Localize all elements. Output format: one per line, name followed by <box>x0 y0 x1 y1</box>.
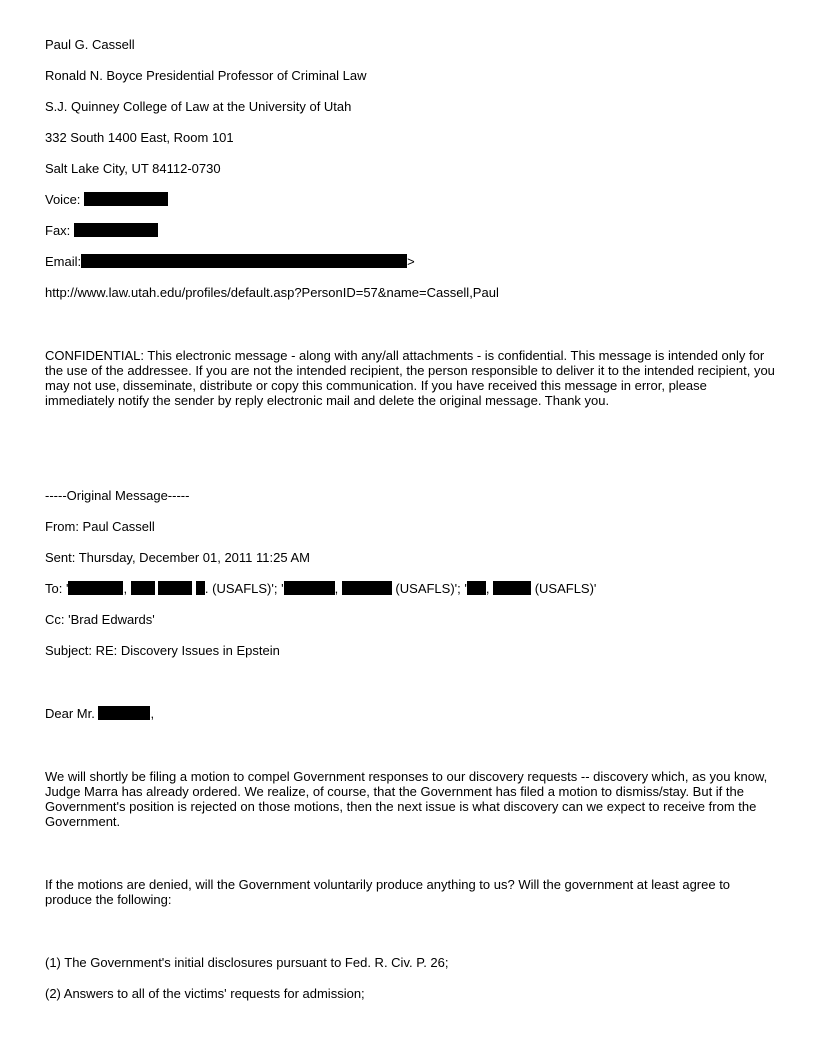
redaction-box <box>493 581 531 595</box>
redaction-box <box>131 581 155 595</box>
redaction-box <box>158 581 192 595</box>
email-tail: > <box>407 254 415 269</box>
redaction-box <box>81 254 407 268</box>
redaction-box <box>84 192 168 206</box>
to-line <box>45 581 596 597</box>
subject-line: Subject: RE: Discovery Issues in Epstein <box>45 643 280 658</box>
redaction-box <box>74 223 158 237</box>
redaction-box <box>68 581 123 595</box>
request-item-2: (2) Answers to all of the victims' requests for admission; <box>45 986 365 1001</box>
to-recipient-3-suffix: (USAFLS)' <box>531 581 597 596</box>
fax-line <box>45 223 158 239</box>
confidentiality-notice: CONFIDENTIAL: This electronic message - along with any/all attachments - is confidential. This message is intended only for the use of the addressee. If you are not the intended recipient, the person responsible to deliver it to the intended recipient, you may not use, disseminate, distribute or copy this communication. If you have received this message in error, please immediately notify the sender by reply electronic mail and delete the original message. Thank you. <box>45 348 775 408</box>
salutation <box>45 706 154 722</box>
sender-address: 332 South 1400 East, Room 101 <box>45 130 234 145</box>
to-recipient-2-suffix: (USAFLS)'; ' <box>391 581 467 596</box>
redaction-box <box>467 581 486 595</box>
sender-name: Paul G. Cassell <box>45 37 135 52</box>
to-separator: , <box>485 581 494 596</box>
profile-link[interactable]: http://www.law.utah.edu/profiles/default.asp?PersonID=57&name=Cassell,Paul <box>45 285 499 300</box>
to-recipient-1-suffix: . (USAFLS)'; ' <box>204 581 284 596</box>
original-message-divider: -----Original Message----- <box>45 488 190 503</box>
from-line: From: Paul Cassell <box>45 519 155 534</box>
sender-title: Ronald N. Boyce Presidential Professor of Criminal Law <box>45 68 367 83</box>
body-paragraph-2: If the motions are denied, will the Government voluntarily produce anything to us? Will the government at least agree to produce the following: <box>45 877 731 907</box>
fax-label: Fax: <box>45 223 71 238</box>
salutation-comma: , <box>150 706 155 721</box>
email-label: Email: <box>45 254 82 269</box>
sender-school: S.J. Quinney College of Law at the University of Utah <box>45 99 352 114</box>
voice-line <box>45 192 168 208</box>
cc-line: Cc: 'Brad Edwards' <box>45 612 155 627</box>
to-separator: , <box>123 581 131 596</box>
sent-line: Sent: Thursday, December 01, 2011 11:25 AM <box>45 550 310 565</box>
body-paragraph-1: We will shortly be filing a motion to compel Government responses to our discovery requests -- discovery which, as you know, Judge Marra has already ordered. We realize, of course, that the Government has filed a motion to dismiss/stay. But if the Government's position is rejected on those motions, then the next issue is what discovery can we expect to receive from the Government. <box>45 769 768 829</box>
redaction-box <box>98 706 150 720</box>
voice-label: Voice: <box>45 192 81 207</box>
redaction-box <box>196 581 205 595</box>
salutation-text: Dear Mr. <box>45 706 99 721</box>
to-label: To: ' <box>45 581 69 596</box>
sender-city: Salt Lake City, UT 84112-0730 <box>45 161 221 176</box>
redaction-box <box>284 581 335 595</box>
to-separator: , <box>334 581 342 596</box>
email-line <box>45 254 415 270</box>
redaction-box <box>342 581 392 595</box>
request-item-1: (1) The Government's initial disclosures pursuant to Fed. R. Civ. P. 26; <box>45 955 449 970</box>
